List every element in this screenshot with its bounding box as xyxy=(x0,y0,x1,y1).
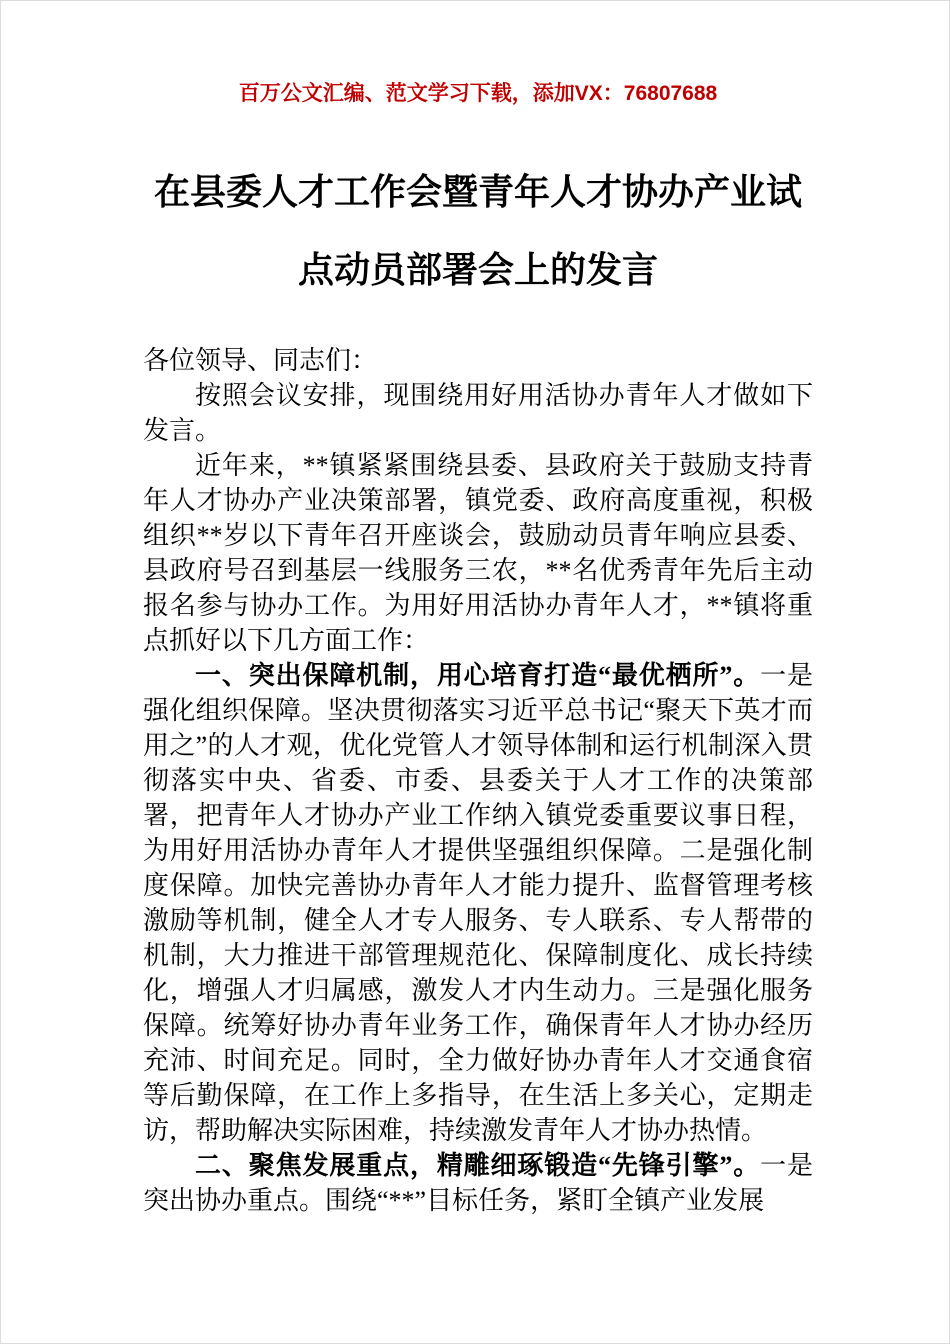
section-2-body: 一是突出协办重点。围绕“**”目标任务，紧盯全镇产业发展 xyxy=(143,1151,813,1215)
section-2-paragraph xyxy=(143,1148,813,1218)
section-1-heading: 一、突出保障机制，用心培育打造“最优栖所”。 xyxy=(195,661,761,690)
section-2-heading: 二、聚焦发展重点，精雕细琢锻造“先锋引擎”。 xyxy=(195,1151,761,1180)
title-line-2: 点动员部署会上的发言 xyxy=(297,249,658,290)
section-1-paragraph xyxy=(143,658,813,1148)
title-line-1: 在县委人才工作会暨青年人才协办产业试 xyxy=(153,171,802,212)
section-1-body: 一是强化组织保障。坚决贯彻落实习近平总书记“聚天下英才而用之”的人才观，优化党管人才领导体制和运行机制深入贯彻落实中央、省委、市委、县委关于人才工作的决策部署，把青年人才协办产业工作纳入镇党委重要议事日程，为用好用活协办青年人才提供坚强组织保障。二是强化制度保障。加快完善协办青年人才能力提升、监督管理考核激励等机制，健全人才专人服务、专人联系、专人帮带的机制，大力推进干部管理规范化、保障制度化、成长持续化，增强人才归属感，激发人才内生动力。三是强化服务保障。统筹好协办青年业务工作，确保青年人才协办经历充沛、时间充足。同时，全力做好协办青年人才交通食宿等后勤保障，在工作上多指导，在生活上多关心，定期走访，帮助解决实际困难，持续激发青年人才协办热情。 xyxy=(143,661,813,1145)
intro-paragraph: 按照会议安排，现围绕用好用活协办青年人才做如下发言。 xyxy=(143,381,813,445)
document-body xyxy=(143,343,813,1218)
background-paragraph: 近年来，**镇紧紧围绕县委、县政府关于鼓励支持青年人才协办产业决策部署，镇党委、政府高度重视，积极组织**岁以下青年召开座谈会，鼓励动员青年响应县委、县政府号召到基层一线服务三农，**名优秀青年先后主动报名参与协办工作。为用好用活协办青年人才，**镇将重点抓好以下几方面工作： xyxy=(143,451,813,655)
salutation-paragraph: 各位领导、同志们： xyxy=(143,346,378,375)
promo-notice: 百万公文汇编、范文学习下载，添加VX：76807688 xyxy=(238,82,718,105)
document-title xyxy=(143,153,813,309)
